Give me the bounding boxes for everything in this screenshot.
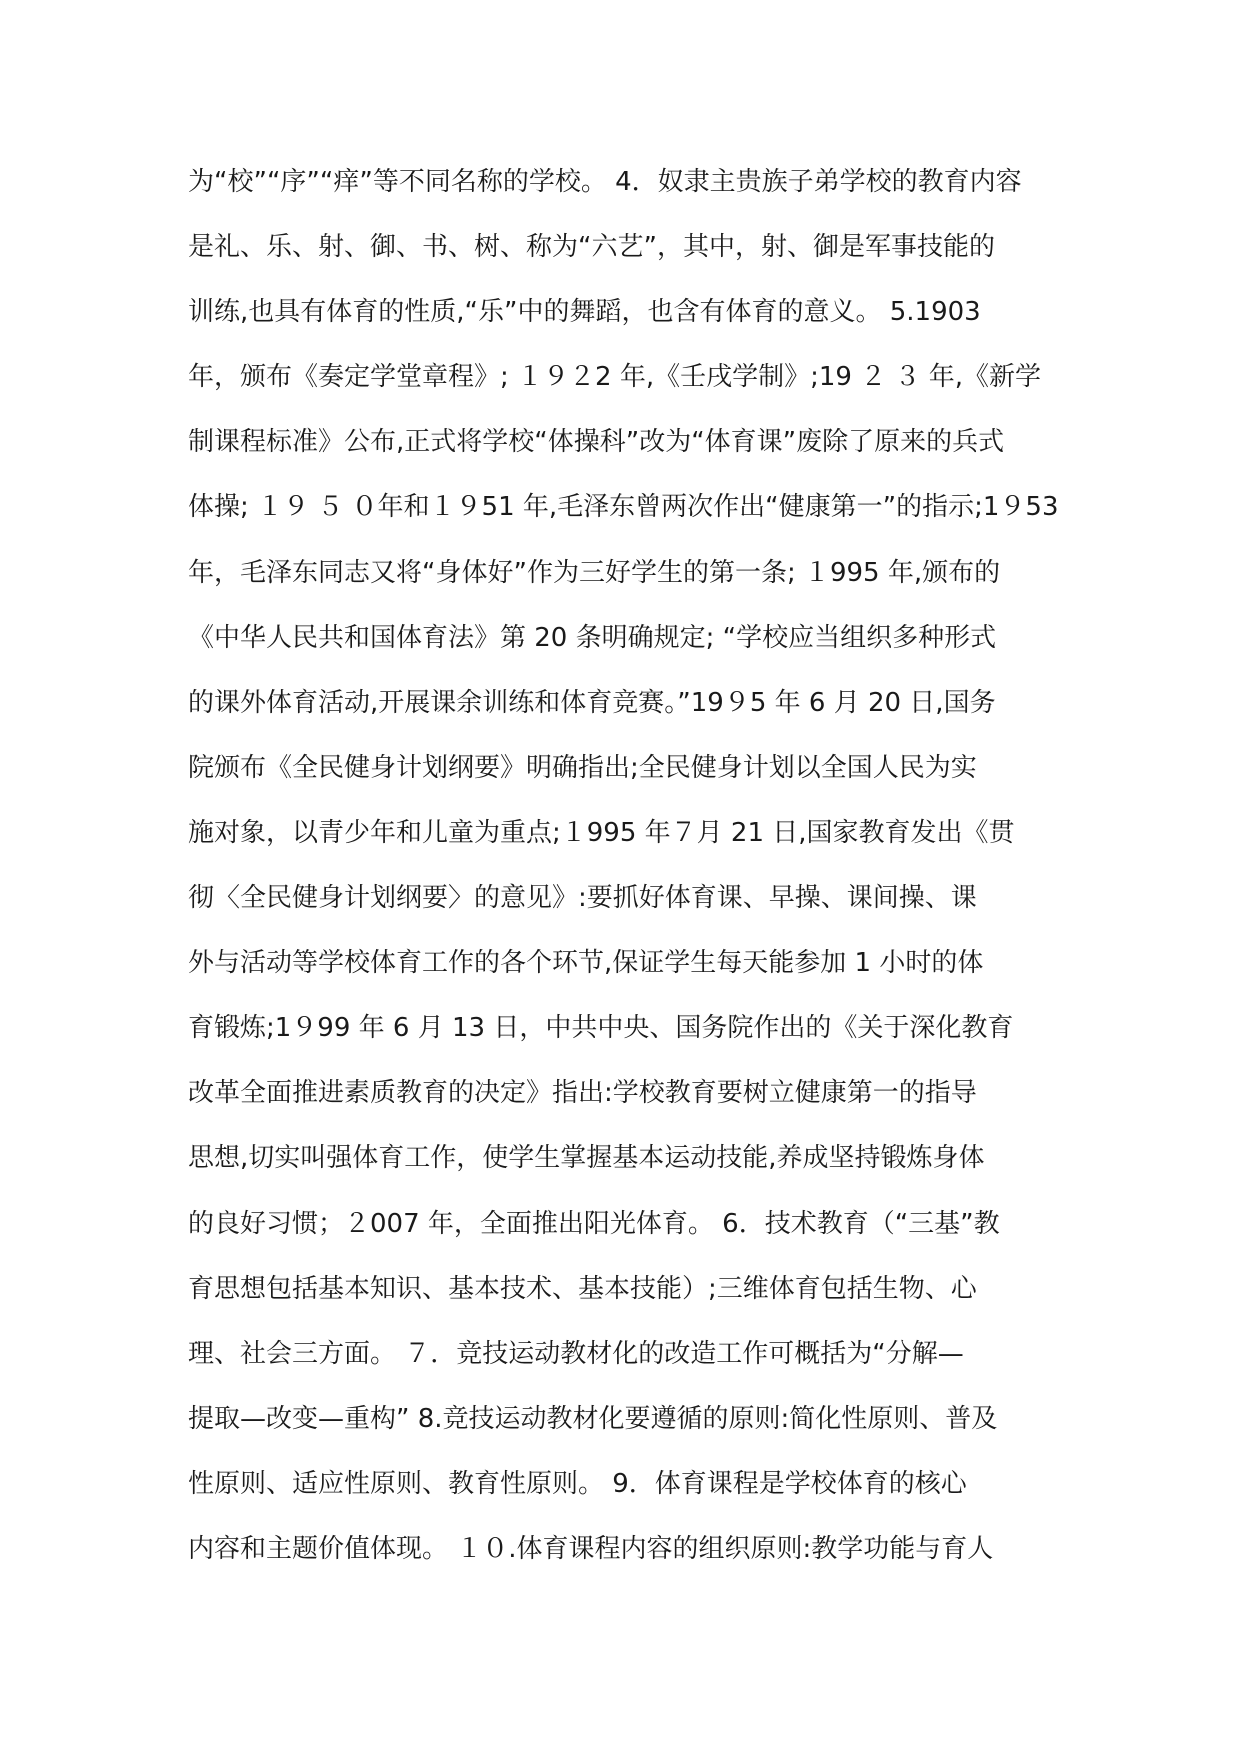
text-line: 为“校”“序”“痒”等不同名称的学校。 4．奴隶主贵族子弟学校的教育内容 <box>188 167 1022 197</box>
text-line: 训练,也具有体育的性质,“乐”中的舞蹈，也含有体育的意义。 5.1903 <box>188 297 981 328</box>
text-line: 外与活动等学校体育工作的各个环节,保证学生每天能参加 1 小时的体 <box>188 948 984 979</box>
text-line: 施对象，以青少年和儿童为重点;１995 年７月 21 日,国家教育发出《贯 <box>188 817 1015 848</box>
text-line: 《中华人民共和国体育法》第 20 条明确规定; “学校应当组织多种形式 <box>188 622 997 653</box>
text-line: 性原则、适应性原则、教育性原则。 9．体育课程是学校体育的核心 <box>188 1468 967 1499</box>
text-line: 育锻炼;1９99 年 6 月 13 日，中共中央、国务院作出的《关于深化教育 <box>188 1013 1014 1044</box>
text-line: 理、社会三方面。 ７．竞技运动教材化的改造工作可概括为“分解— <box>188 1338 964 1369</box>
text-line: 彻〈全民健身计划纲要〉的意见》:要抓好体育课、早操、课间操、课 <box>188 883 977 914</box>
text-line: 改革全面推进素质教育的决定》指出:学校教育要树立健康第一的指导 <box>188 1078 977 1109</box>
body-text <box>188 162 1068 1594</box>
text-line: 制课程标准》公布,正式将学校“体操科”改为“体育课”废除了原来的兵式 <box>188 427 1005 458</box>
text-line: 是礼、乐、射、御、书、树、称为“六艺”，其中，射、御是军事技能的 <box>188 232 995 263</box>
text-line: 内容和主题价值体现。 １０.体育课程内容的组织原则:教学功能与育人 <box>188 1533 994 1564</box>
text-line: 体操; １９ ５ ０年和１９51 年,毛泽东曾两次作出“健康第一”的指示;1９53 <box>188 492 1059 523</box>
text-line: 思想,切实叫强体育工作，使学生掌握基本运动技能,养成坚持锻炼身体 <box>188 1143 985 1174</box>
text-line: 的课外体育活动,开展课余训练和体育竞赛。”19９5 年 6 月 20 日,国务 <box>188 687 996 718</box>
text-line: 年，颁布《奏定学堂章程》; １９２2 年,《壬戌学制》;19 ２ ３ 年,《新学 <box>188 362 1041 393</box>
text-line: 育思想包括基本知识、基本技术、基本技能）;三维体育包括生物、心 <box>188 1273 977 1304</box>
text-line: 的良好习惯；２007 年，全面推出阳光体育。 6．技术教育（“三基”教 <box>188 1208 1000 1239</box>
text-line: 提取—改变—重构” 8.竞技运动教材化要遵循的原则:简化性原则、普及 <box>188 1403 998 1434</box>
text-line: 年，毛泽东同志又将“身体好”作为三好学生的第一条; １995 年,颁布的 <box>188 557 1001 588</box>
text-line: 院颁布《全民健身计划纲要》明确指出;全民健身计划以全国人民为实 <box>188 752 977 783</box>
